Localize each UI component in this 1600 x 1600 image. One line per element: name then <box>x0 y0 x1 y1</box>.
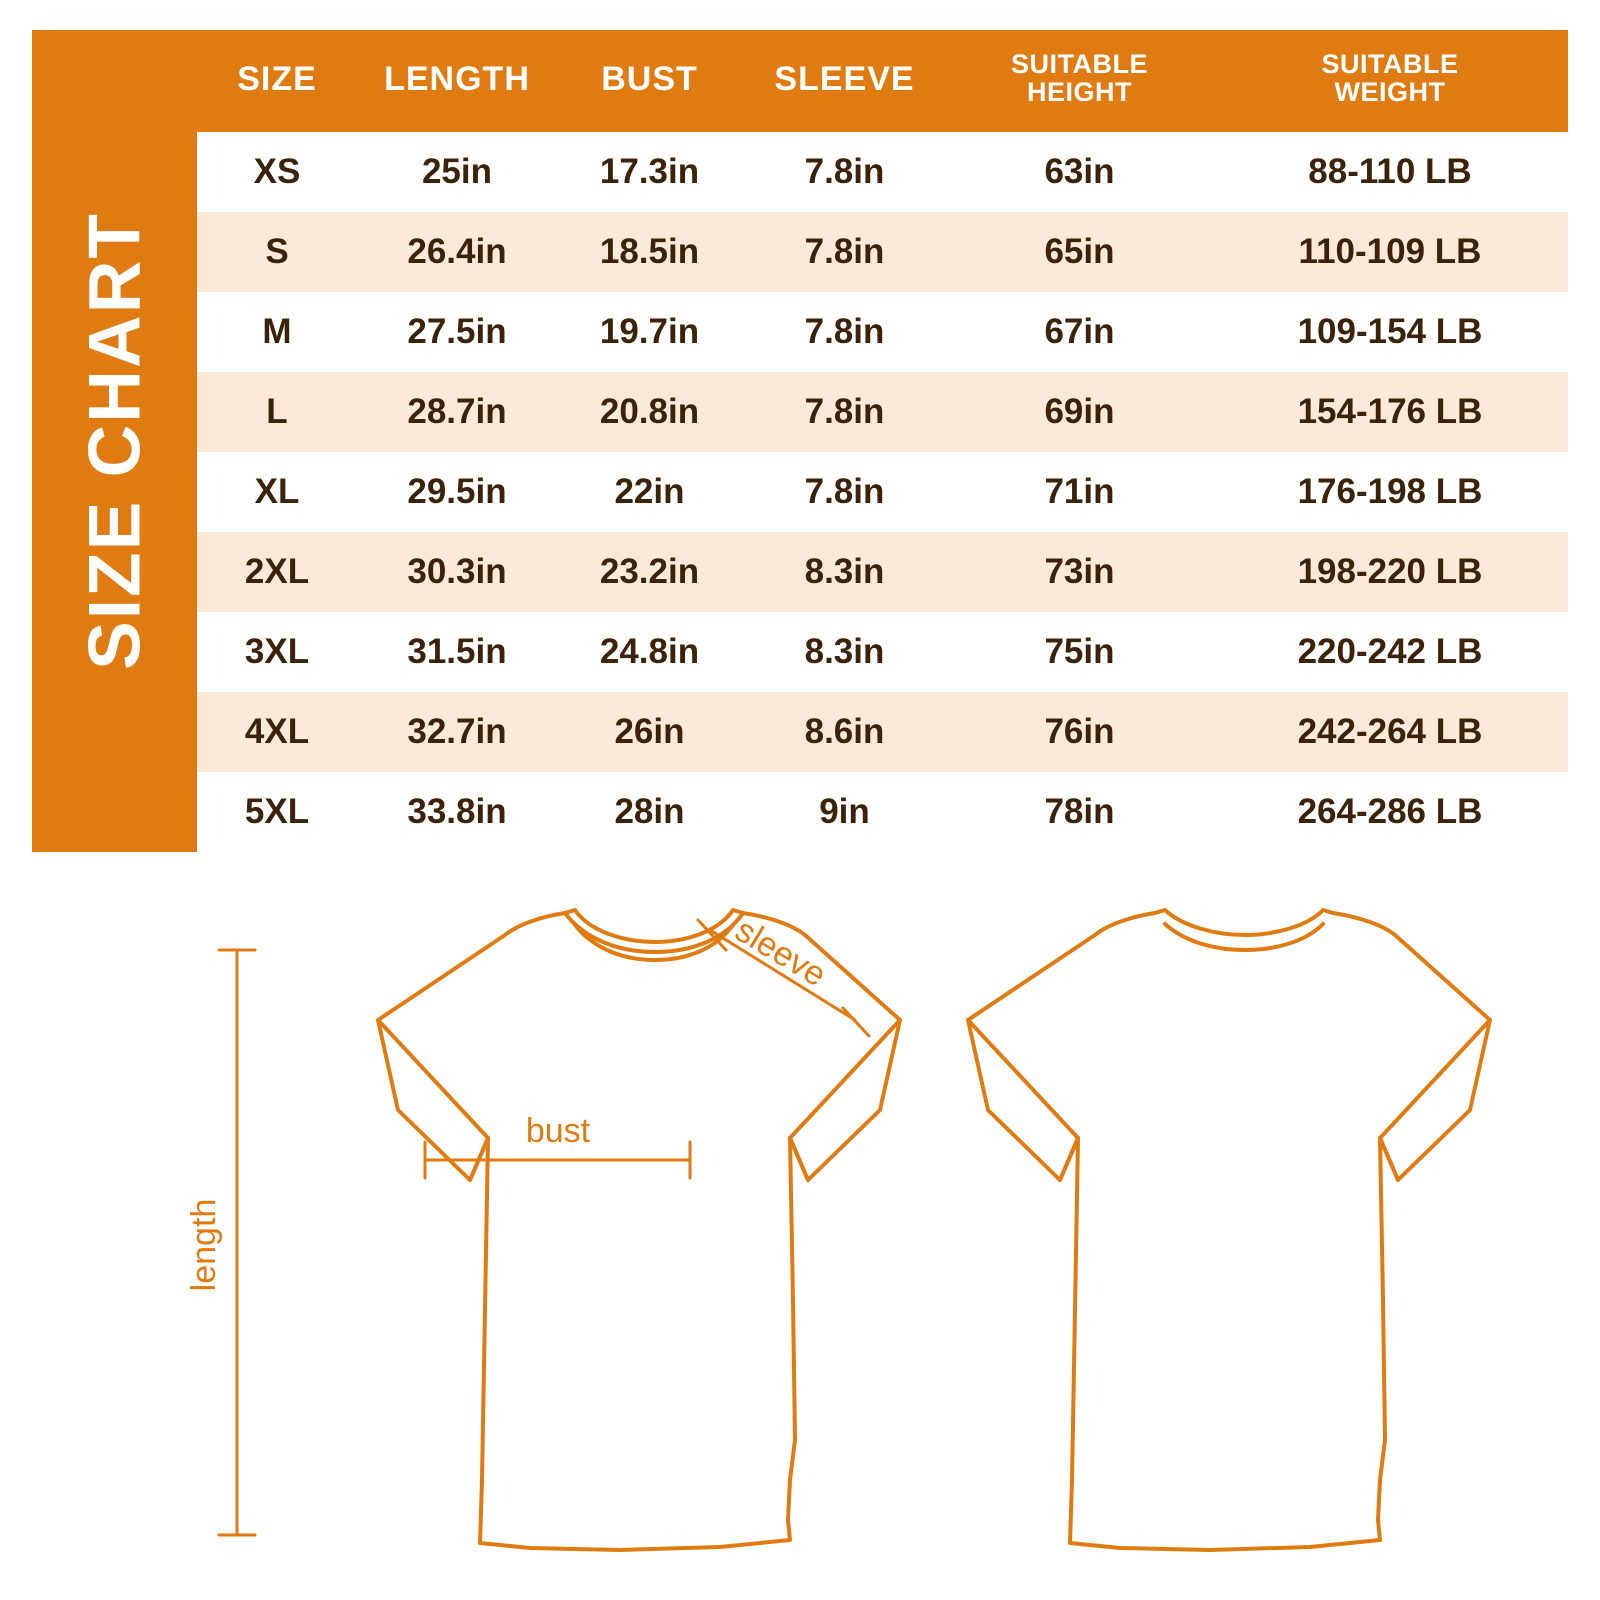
cell-height: 67in <box>1044 312 1115 351</box>
cell-bust: 23.2in <box>599 552 700 591</box>
cell-sleeve: 7.8in <box>804 152 885 191</box>
cell-size: 4XL <box>244 712 310 751</box>
table-row <box>197 772 1568 852</box>
cell-sleeve: 7.8in <box>804 392 885 431</box>
column-header-suitable-height-line2: HEIGHT <box>1026 77 1132 107</box>
table-row <box>197 452 1568 532</box>
cell-size: XS <box>253 152 301 191</box>
cell-length: 30.3in <box>407 552 507 591</box>
cell-size: XL <box>254 472 300 511</box>
cell-bust: 22in <box>614 472 685 511</box>
cell-weight: 109-154 LB <box>1297 312 1483 351</box>
cell-weight: 242-264 LB <box>1297 712 1483 751</box>
cell-size: 3XL <box>244 632 310 671</box>
cell-sleeve: 8.3in <box>804 632 885 671</box>
cell-size: 5XL <box>244 792 310 831</box>
page-title: SIZE CHART <box>74 212 155 670</box>
cell-weight: 198-220 LB <box>1297 552 1483 591</box>
cell-size: M <box>262 312 292 351</box>
length-dimension <box>219 950 255 1535</box>
cell-height: 69in <box>1044 392 1115 431</box>
table-row <box>197 692 1568 772</box>
column-header-suitable-height-line1: SUITABLE <box>1011 49 1148 80</box>
table-row <box>197 532 1568 612</box>
tshirt-back-illustration <box>968 910 1490 1550</box>
cell-bust: 20.8in <box>599 392 700 431</box>
column-header-length: LENGTH <box>384 59 530 98</box>
tshirt-front-illustration <box>378 910 900 1550</box>
cell-height: 63in <box>1044 152 1115 191</box>
cell-length: 27.5in <box>407 312 507 351</box>
cell-weight: 110-109 LB <box>1298 232 1482 271</box>
column-header-sleeve: SLEEVE <box>774 59 915 98</box>
cell-sleeve: 7.8in <box>804 312 885 351</box>
cell-height: 71in <box>1044 472 1115 511</box>
table-row <box>197 212 1568 292</box>
cell-height: 75in <box>1044 632 1115 671</box>
column-header-suitable-height <box>947 30 1212 132</box>
cell-bust: 18.5in <box>599 232 700 271</box>
table-row <box>197 292 1568 372</box>
cell-sleeve: 7.8in <box>804 472 885 511</box>
cell-height: 76in <box>1044 712 1115 751</box>
cell-sleeve: 9in <box>819 792 870 831</box>
table-row <box>197 612 1568 692</box>
column-header-size: SIZE <box>237 59 317 98</box>
size-chart-vertical-title <box>32 30 197 852</box>
cell-length: 25in <box>421 152 493 191</box>
length-label: length <box>185 1198 223 1292</box>
cell-length: 29.5in <box>407 472 507 511</box>
measurement-diagram <box>0 880 1600 1580</box>
column-header-suitable-weight-line1: SUITABLE <box>1321 49 1459 80</box>
cell-weight: 176-198 LB <box>1297 472 1483 511</box>
cell-weight: 88-110 LB <box>1308 152 1472 191</box>
column-header-suitable-weight <box>1212 30 1568 132</box>
cell-weight: 154-176 LB <box>1297 392 1483 431</box>
cell-height: 65in <box>1044 232 1115 271</box>
cell-size: S <box>265 232 289 271</box>
size-table <box>197 30 1568 852</box>
size-table-wrapper <box>197 30 1568 852</box>
cell-height: 78in <box>1044 792 1115 831</box>
cell-sleeve: 7.8in <box>804 232 885 271</box>
cell-bust: 17.3in <box>599 152 700 191</box>
cell-bust: 28in <box>614 792 685 831</box>
cell-length: 33.8in <box>407 792 507 831</box>
bust-label: bust <box>525 1112 591 1150</box>
cell-length: 28.7in <box>407 392 507 431</box>
cell-length: 31.5in <box>407 632 507 671</box>
cell-bust: 24.8in <box>599 632 700 671</box>
size-table-body <box>197 132 1568 852</box>
cell-bust: 26in <box>614 712 685 751</box>
cell-sleeve: 8.6in <box>804 712 885 751</box>
cell-length: 32.7in <box>407 712 507 751</box>
cell-sleeve: 8.3in <box>804 552 885 591</box>
cell-weight: 264-286 LB <box>1297 792 1483 831</box>
cell-size: L <box>266 392 288 431</box>
cell-height: 73in <box>1044 552 1115 591</box>
cell-bust: 19.7in <box>599 312 700 351</box>
table-header-row <box>197 30 1568 132</box>
cell-size: 2XL <box>244 552 310 591</box>
cell-length: 26.4in <box>407 232 507 271</box>
column-header-bust: BUST <box>601 59 698 98</box>
column-header-suitable-weight-line2: WEIGHT <box>1334 77 1446 107</box>
size-chart-panel <box>32 30 1568 852</box>
sleeve-label: sleeve <box>728 910 833 995</box>
table-row <box>197 372 1568 452</box>
table-row <box>197 132 1568 212</box>
cell-weight: 220-242 LB <box>1297 632 1483 671</box>
